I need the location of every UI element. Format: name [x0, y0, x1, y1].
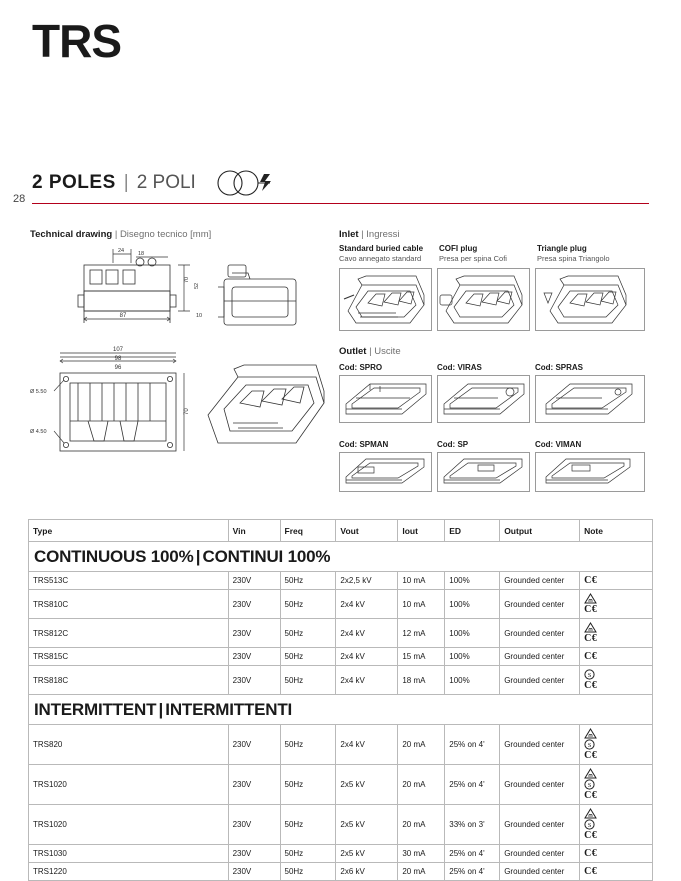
column-header-iout: Iout — [398, 520, 445, 542]
technical-drawing-label — [30, 229, 211, 240]
technical-drawing-label-en: Technical drawing — [30, 229, 113, 240]
cell-iout: 20 mA — [398, 765, 445, 805]
cell-note — [580, 648, 653, 666]
inlet-label — [339, 229, 400, 240]
column-header-vout: Vout — [336, 520, 398, 542]
inlet-item-1-subtitle: Presa per spina Cofi — [439, 254, 507, 263]
cell-ed: 100% — [445, 590, 500, 619]
cell-freq: 50Hz — [280, 863, 336, 881]
cell-freq: 50Hz — [280, 845, 336, 863]
cell-vout: 2x4 kV — [336, 666, 398, 695]
s-mark-icon — [584, 779, 595, 790]
inlet-item-0-caption — [339, 244, 435, 263]
cell-type: TRS1020 — [29, 765, 229, 805]
cell-vout: 2x5 kV — [336, 765, 398, 805]
table-row — [29, 805, 653, 845]
two-circles-lightning-icon — [214, 168, 276, 198]
cell-note — [580, 572, 653, 590]
s-mark-icon — [584, 819, 595, 830]
cell-iout: 20 mA — [398, 725, 445, 765]
cell-type: TRS1020 — [29, 805, 229, 845]
cell-freq: 50Hz — [280, 765, 336, 805]
svg-text:52: 52 — [194, 282, 200, 289]
svg-text:24: 24 — [118, 248, 125, 254]
svg-text:Ø 4.50: Ø 4.50 — [30, 429, 47, 435]
ce-mark-icon: C€ — [584, 866, 598, 877]
group-0-title-it: CONTINUI 100% — [202, 546, 331, 566]
inlet-label-it: Ingressi — [366, 229, 400, 240]
cell-type: TRS815C — [29, 648, 229, 666]
column-header-output: Output — [500, 520, 580, 542]
cell-output: Grounded center — [500, 590, 580, 619]
cell-note — [580, 590, 653, 619]
outlet-label-it: Uscite — [374, 346, 401, 357]
table-row — [29, 863, 653, 881]
cell-vin: 230V — [228, 648, 280, 666]
cell-vin: 230V — [228, 765, 280, 805]
svg-text:S: S — [587, 742, 592, 750]
inlet-label-en: Inlet — [339, 229, 359, 240]
technical-drawing-separator: | — [114, 229, 118, 240]
cell-freq: 50Hz — [280, 666, 336, 695]
poles-header — [32, 168, 276, 198]
group-1-title-en: INTERMITTENT — [34, 699, 157, 719]
outlet-thumbnail-3 — [339, 452, 432, 492]
outlet-label — [339, 346, 401, 357]
technical-drawing-label-it: Disegno tecnico [mm] — [119, 229, 212, 240]
page-number: 28 — [13, 193, 26, 205]
cell-output: Grounded center — [500, 725, 580, 765]
svg-text:S: S — [587, 822, 592, 830]
cell-note — [580, 845, 653, 863]
triangle-warning-icon — [584, 728, 597, 739]
poles-separator: | — [123, 172, 129, 193]
ce-mark-icon: C€ — [584, 750, 598, 761]
cell-freq: 50Hz — [280, 619, 336, 648]
page-title: TRS — [32, 15, 121, 67]
cell-note — [580, 666, 653, 695]
table-group-title-row — [29, 542, 653, 572]
cell-vout: 2x4 kV — [336, 619, 398, 648]
column-header-type: Type — [29, 520, 229, 542]
table-row — [29, 845, 653, 863]
svg-text:10: 10 — [196, 313, 203, 319]
cell-vin: 230V — [228, 845, 280, 863]
outlet-item-2-code — [535, 363, 583, 373]
outlet-label-en: Outlet — [339, 346, 367, 357]
cell-iout: 10 mA — [398, 572, 445, 590]
cell-type: TRS818C — [29, 666, 229, 695]
cell-vout: 2x5 kV — [336, 805, 398, 845]
ce-mark-icon: C€ — [584, 680, 598, 691]
table-row — [29, 648, 653, 666]
cell-type: TRS513C — [29, 572, 229, 590]
cell-ed: 25% on 4' — [445, 863, 500, 881]
outlet-item-0-code-text: Cod: SPRO — [339, 363, 383, 372]
s-mark-icon — [584, 739, 595, 750]
cell-output: Grounded center — [500, 805, 580, 845]
cell-ed: 33% on 3' — [445, 805, 500, 845]
cell-type: TRS812C — [29, 619, 229, 648]
cell-freq: 50Hz — [280, 590, 336, 619]
table-row — [29, 725, 653, 765]
triangle-warning-icon — [584, 768, 597, 779]
outlet-item-3-code-text: Cod: SPMAN — [339, 440, 389, 449]
ce-mark-icon: C€ — [584, 848, 598, 859]
svg-text:18: 18 — [138, 251, 145, 257]
technical-drawing-views — [28, 243, 328, 508]
svg-text:87: 87 — [119, 313, 127, 319]
cell-iout: 30 mA — [398, 845, 445, 863]
cell-vout: 2x4 kV — [336, 725, 398, 765]
outlet-thumbnail-5 — [535, 452, 645, 492]
specifications-table — [28, 519, 653, 881]
outlet-item-5-code-text: Cod: VIMAN — [535, 440, 582, 449]
table-row — [29, 666, 653, 695]
column-header-freq: Freq — [280, 520, 336, 542]
inlet-item-1-title: COFI plug — [439, 244, 478, 253]
group-1-title-sep: | — [158, 699, 164, 719]
cell-freq: 50Hz — [280, 648, 336, 666]
cell-iout: 12 mA — [398, 619, 445, 648]
cell-freq: 50Hz — [280, 572, 336, 590]
table-group-title-row — [29, 695, 653, 725]
cell-vin: 230V — [228, 590, 280, 619]
cell-vout: 2x6 kV — [336, 863, 398, 881]
cell-output: Grounded center — [500, 619, 580, 648]
cell-output: Grounded center — [500, 765, 580, 805]
cell-vout: 2x4 kV — [336, 590, 398, 619]
group-0-title-en: CONTINUOUS 100% — [34, 546, 194, 566]
cell-iout: 20 mA — [398, 863, 445, 881]
outlet-item-1-code-text: Cod: VIRAS — [437, 363, 482, 372]
cell-output: Grounded center — [500, 572, 580, 590]
cell-ed: 100% — [445, 666, 500, 695]
ce-mark-icon: C€ — [584, 790, 598, 801]
table-header-row — [29, 520, 653, 542]
table-row — [29, 765, 653, 805]
svg-text:98: 98 — [114, 356, 122, 362]
cell-vout: 2x2,5 kV — [336, 572, 398, 590]
group-1-title-cell — [29, 695, 653, 725]
cell-ed: 25% on 4' — [445, 725, 500, 765]
inlet-thumbnail-2 — [535, 268, 645, 331]
outlet-item-5-code — [535, 440, 581, 450]
triangle-warning-icon — [584, 808, 597, 819]
inlet-item-0-title: Standard buried cable — [339, 244, 424, 253]
cell-note — [580, 805, 653, 845]
svg-text:Ø 5.50: Ø 5.50 — [30, 389, 47, 395]
cell-ed: 25% on 4' — [445, 765, 500, 805]
ce-mark-icon: C€ — [584, 651, 598, 662]
group-0-title-cell — [29, 542, 653, 572]
inlet-item-0-subtitle: Cavo annegato standard — [339, 254, 422, 263]
outlet-item-0-code — [339, 363, 382, 373]
cell-vin: 230V — [228, 725, 280, 765]
cell-output: Grounded center — [500, 845, 580, 863]
cell-note — [580, 619, 653, 648]
outlet-item-4-code — [437, 440, 468, 450]
inlet-separator: | — [361, 229, 364, 240]
svg-text:70: 70 — [184, 408, 190, 415]
triangle-warning-icon — [584, 622, 597, 633]
table-row — [29, 590, 653, 619]
inlet-item-2-title: Triangle plug — [537, 244, 587, 253]
outlet-separator: | — [369, 346, 372, 357]
header-rule — [32, 203, 649, 204]
cell-iout: 10 mA — [398, 590, 445, 619]
cell-ed: 25% on 4' — [445, 845, 500, 863]
ce-mark-icon: C€ — [584, 575, 598, 586]
poles-label-it: 2 POLI — [136, 172, 196, 193]
inlet-item-2-subtitle: Presa spina Triangolo — [537, 254, 610, 263]
cell-ed: 100% — [445, 619, 500, 648]
group-0-title-sep: | — [195, 546, 201, 566]
cell-note — [580, 863, 653, 881]
cell-ed: 100% — [445, 572, 500, 590]
table-row — [29, 619, 653, 648]
cell-iout: 20 mA — [398, 805, 445, 845]
inlet-thumbnail-1 — [437, 268, 530, 331]
outlet-item-4-code-text: Cod: SP — [437, 440, 469, 449]
outlet-thumbnail-4 — [437, 452, 530, 492]
cell-iout: 18 mA — [398, 666, 445, 695]
outlet-thumbnail-0 — [339, 375, 432, 423]
triangle-warning-icon — [584, 593, 597, 604]
outlet-thumbnail-1 — [437, 375, 530, 423]
svg-text:S: S — [587, 672, 592, 680]
outlet-item-2-code-text: Cod: SPRAS — [535, 363, 583, 372]
group-1-title-it: INTERMITTENTI — [165, 699, 293, 719]
cell-type: TRS810C — [29, 590, 229, 619]
table-row — [29, 572, 653, 590]
inlet-item-2-caption — [537, 244, 647, 263]
s-mark-icon — [584, 669, 595, 680]
cell-vin: 230V — [228, 863, 280, 881]
column-header-vin: Vin — [228, 520, 280, 542]
cell-vout: 2x5 kV — [336, 845, 398, 863]
cell-note — [580, 765, 653, 805]
cell-vin: 230V — [228, 666, 280, 695]
outlet-item-1-code — [437, 363, 482, 373]
inlet-thumbnail-0 — [339, 268, 432, 331]
ce-mark-icon: C€ — [584, 633, 598, 644]
cell-iout: 15 mA — [398, 648, 445, 666]
ce-mark-icon: C€ — [584, 604, 598, 615]
cell-ed: 100% — [445, 648, 500, 666]
cell-output: Grounded center — [500, 863, 580, 881]
column-header-ed: ED — [445, 520, 500, 542]
poles-label-en: 2 POLES — [32, 172, 116, 193]
svg-text:S: S — [587, 782, 592, 790]
cell-note — [580, 725, 653, 765]
cell-vin: 230V — [228, 572, 280, 590]
cell-type: TRS820 — [29, 725, 229, 765]
svg-text:70: 70 — [184, 276, 190, 283]
outlet-thumbnail-2 — [535, 375, 645, 423]
inlet-item-1-caption — [439, 244, 535, 263]
column-header-note: Note — [580, 520, 653, 542]
cell-type: TRS1030 — [29, 845, 229, 863]
svg-text:96: 96 — [114, 365, 122, 371]
ce-mark-icon: C€ — [584, 830, 598, 841]
cell-type: TRS1220 — [29, 863, 229, 881]
cell-vin: 230V — [228, 805, 280, 845]
cell-output: Grounded center — [500, 648, 580, 666]
cell-freq: 50Hz — [280, 725, 336, 765]
cell-vin: 230V — [228, 619, 280, 648]
outlet-item-3-code — [339, 440, 388, 450]
cell-vout: 2x4 kV — [336, 648, 398, 666]
svg-text:107: 107 — [112, 347, 124, 353]
cell-freq: 50Hz — [280, 805, 336, 845]
cell-output: Grounded center — [500, 666, 580, 695]
